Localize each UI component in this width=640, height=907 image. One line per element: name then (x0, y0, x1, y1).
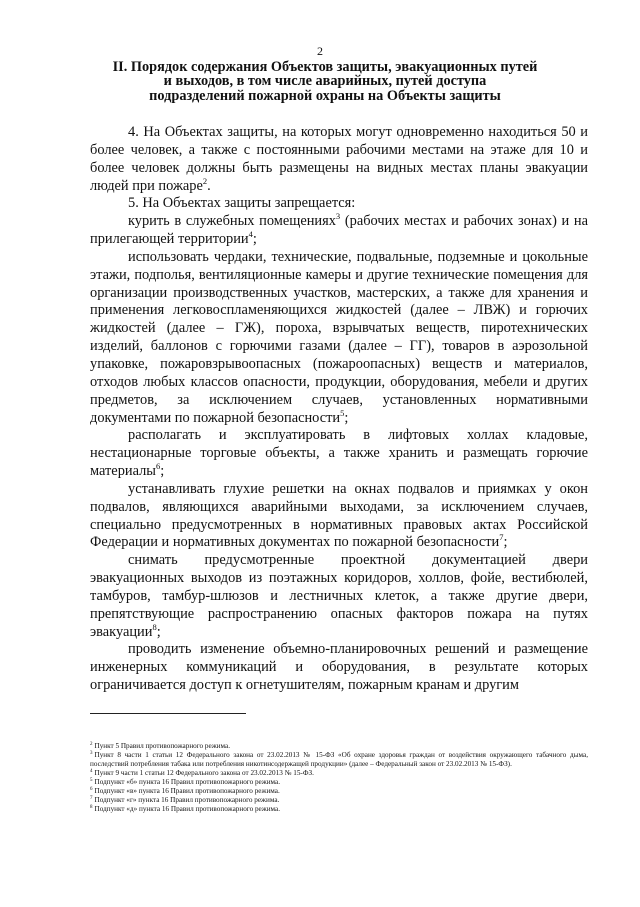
footnote-7: $^7$ Подпункт «г» пункта 16 Правил противопожарного режима. (90, 795, 280, 804)
footnote-ref-2[interactable]: 2 (202, 175, 208, 186)
paragraph-5: 5. На Объектах защиты запрещается: (128, 195, 356, 212)
footnote-ref-6[interactable]: 6 (155, 461, 161, 472)
footnote-ref-8[interactable]: 8 (152, 621, 157, 632)
prohibition-item-4: устанавливать глухие решетки на окнах подвалов и приямках у окон подвалов, являющихся аварийными выходами, за исключением случаев, специально предусмотренных в нормативных правовых актах Российской Федерации и нормативных документах по пожарной безопасности$^7$; (90, 480, 588, 551)
prohibition-item-1: курить в служебных помещениях$^3$ (рабочих местах и рабочих зонах) и на прилегающей территории$^4$; (90, 211, 588, 248)
footnotes (90, 742, 588, 814)
prohibition-item-5: снимать предусмотренные проектной документацией двери эвакуационных выходов из поэтажных коридоров, холлов, фойе, вестибюлей, тамбуров, тамбур-шлюзов и лестничных клеток, а также другие двери, препятствующие распространению опасных факторов пожара на путях эвакуации$^8$; (90, 552, 588, 640)
footnote-4: $^4$ Пункт 9 части 1 статьи 12 Федерального закона от 23.02.2013 № 15-ФЗ. (90, 768, 314, 777)
footnote-5: $^5$ Подпункт «б» пункта 16 Правил противопожарного режима. (90, 777, 281, 786)
section-heading (90, 60, 560, 103)
footnote-ref-7[interactable]: 7 (499, 532, 504, 543)
prohibition-item-6: проводить изменение объемно-планировочных решений и размещение инженерных коммуникаций и оборудования, в результате которых ограничивается доступ к огнетушителям, пожарным кранам и другим (90, 641, 588, 694)
footnote-ref-3[interactable]: 3 (335, 211, 341, 222)
heading-line-3: подразделений пожарной охраны на Объекты защиты (149, 87, 501, 104)
footnote-2: $^2$ Пункт 5 Правил противопожарного режима. (90, 741, 231, 750)
prohibition-item-2: использовать чердаки, технические, подвальные, подземные и цокольные этажи, подполья, вентиляционные камеры и другие технические помещения для организации производственных участков, мастерских, а также для хранения и применения легковоспламеняющихся жидкостей (далее – ЛВЖ) и горючих жидкостей (далее – ГЖ), пороха, взрывчатых веществ, пиротехнических изделий, баллонов с горючими газами (далее – ГГ), товаров в аэрозольной упаковке, пожаровзрывоопасных (пожароопасных) веществ и материалов, отходов любых классов опасности, продукции, оборудования, мебели и других предметов, за исключением случаев, установленных нормативными документами по пожарной безопасности$^5$; (90, 248, 588, 426)
heading-line-2: и выходов, в том числе аварийных, путей доступа (163, 73, 487, 90)
prohibition-item-3: располагать и эксплуатировать в лифтовых холлах кладовые, нестационарные торговые объекты, а также хранить и размещать горючие материалы$^6$; (90, 427, 588, 480)
paragraph-4: 4. На Объектах защиты, на которых могут одновременно находиться 50 и более человек, а также с постоянными рабочими местами на этаже для 10 и более человек должны быть размещены на видных местах планы эвакуации людей при пожаре$^2$. (90, 124, 588, 194)
footnote-8: $^8$ Подпункт «д» пункта 16 Правил противопожарного режима. (90, 804, 281, 813)
page-number: 2 (317, 44, 323, 58)
footnote-3: $^3$ Пункт 8 части 1 статьи 12 Федерального закона от 23.02.2013 № 15-ФЗ «Об охране здоровья граждан от воздействия окружающего табачного дыма, последствий потребления табака или потребления никотинсодержащей продукции» (далее – Федеральный закон от 23.02.2013 № 15-ФЗ). (90, 750, 588, 768)
footnote-ref-4[interactable]: 4 (248, 229, 253, 240)
footnote-divider (90, 713, 246, 714)
footnote-ref-5[interactable]: 5 (340, 407, 345, 418)
body-text (90, 124, 588, 695)
heading-line-1: II. Порядок содержания Объектов защиты, эвакуационных путей (112, 59, 538, 75)
footnote-6: $^6$ Подпункт «в» пункта 16 Правил противопожарного режима. (90, 786, 280, 795)
